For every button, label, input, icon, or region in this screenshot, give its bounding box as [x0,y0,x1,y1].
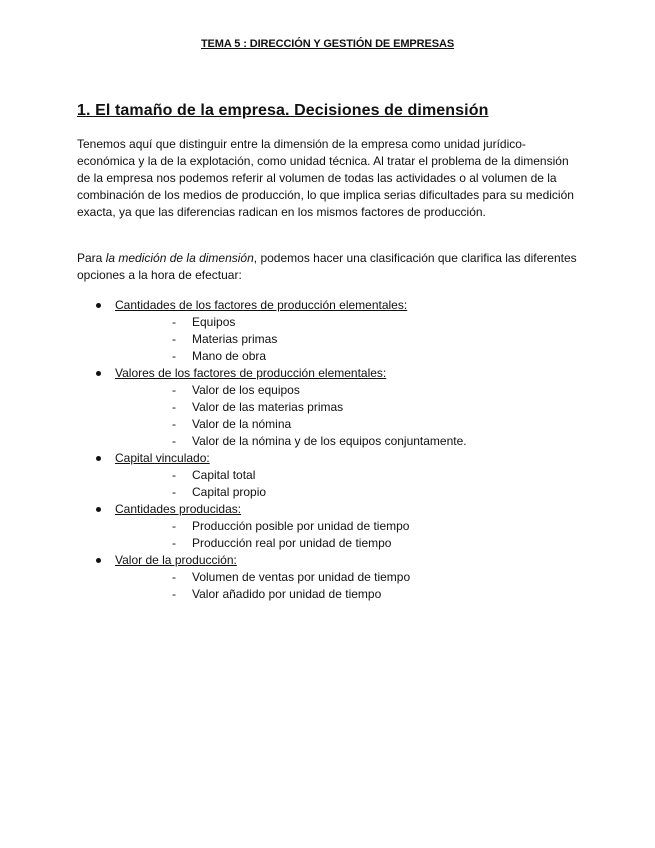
sub-list [115,467,597,501]
dash-icon: - [172,400,176,414]
measurement-paragraph [77,250,577,284]
sub-item-label: Valor de la nómina y de los equipos conjuntamente. [192,434,467,448]
dash-icon: - [172,332,176,346]
document-title: TEMA 5 : DIRECCIÓN Y GESTIÓN DE EMPRESAS [200,38,455,50]
sub-item-label: Materias primas [192,332,278,346]
sub-item-label: Mano de obra [192,349,267,363]
bullet-icon [96,371,101,376]
dash-icon: - [172,383,176,397]
list-item-category [77,552,597,603]
sub-list-item [115,535,597,552]
category-label: Cantidades de los factores de producción elementales: [115,298,408,312]
sub-list-item [115,382,597,399]
list-item-category [77,297,597,365]
sub-item-label: Valor añadido por unidad de tiempo [192,587,382,601]
sub-list-item [115,569,597,586]
category-label: Valor de la producción: [115,553,237,567]
sub-list-item [115,586,597,603]
dimension-criteria-list [77,297,597,603]
sub-list [115,569,597,603]
sub-list-item [115,433,597,450]
dash-icon: - [172,587,176,601]
bullet-icon [96,456,101,461]
list-item-category [77,450,597,501]
sub-item-label: Producción posible por unidad de tiempo [192,519,410,533]
sub-list-item [115,467,597,484]
sub-list-item [115,518,597,535]
bullet-icon [96,303,101,308]
category-label: Cantidades producidas: [115,502,242,516]
sub-list-item [115,399,597,416]
dash-icon: - [172,468,176,482]
sub-list [115,518,597,552]
list-item-category [77,501,597,552]
sub-item-label: Producción real por unidad de tiempo [192,536,392,550]
sub-list [115,382,597,450]
sub-list-item [115,416,597,433]
sub-list-item [115,331,597,348]
sub-item-label: Valor de las materias primas [192,400,344,414]
sub-list-item [115,348,597,365]
sub-list-item [115,314,597,331]
list-item-category [77,365,597,450]
dash-icon: - [172,485,176,499]
sub-item-label: Capital propio [192,485,267,499]
sub-item-label: Capital total [192,468,256,482]
sub-item-label: Valor de los equipos [192,383,300,397]
dash-icon: - [172,570,176,584]
dash-icon: - [172,417,176,431]
section-heading: 1. El tamaño de la empresa. Decisiones de dimensión [77,102,489,119]
category-label: Capital vinculado: [115,451,210,465]
paragraph-emphasis: la medición de la dimensión [105,251,254,265]
dash-icon: - [172,536,176,550]
dash-icon: - [172,519,176,533]
dash-icon: - [172,315,176,329]
dash-icon: - [172,349,176,363]
bullet-icon [96,507,101,512]
sub-list [115,314,597,365]
paragraph-suffix: , podemos hacer una clasificación que clarifica las diferentes opciones a la hora de efectuar: [77,251,577,282]
sub-item-label: Valor de la nómina [192,417,292,431]
intro-paragraph: Tenemos aquí que distinguir entre la dimensión de la empresa como unidad jurídico-económica y la de la explotación, como unidad técnica. Al tratar el problema de la dimensión de la empresa nos podemos referir al volumen de todas las actividades o al volumen de la combinación de los medios de producción, lo que implica serias dificultades para su medición exacta, ya que las diferencias radican en los mismos factores de producción. [77,137,574,219]
paragraph-prefix: Para [77,251,106,265]
sub-item-label: Equipos [192,315,236,329]
bullet-icon [96,558,101,563]
category-label: Valores de los factores de producción elementales: [115,366,387,380]
sub-list-item [115,484,597,501]
dash-icon: - [172,434,176,448]
sub-item-label: Volumen de ventas por unidad de tiempo [192,570,411,584]
